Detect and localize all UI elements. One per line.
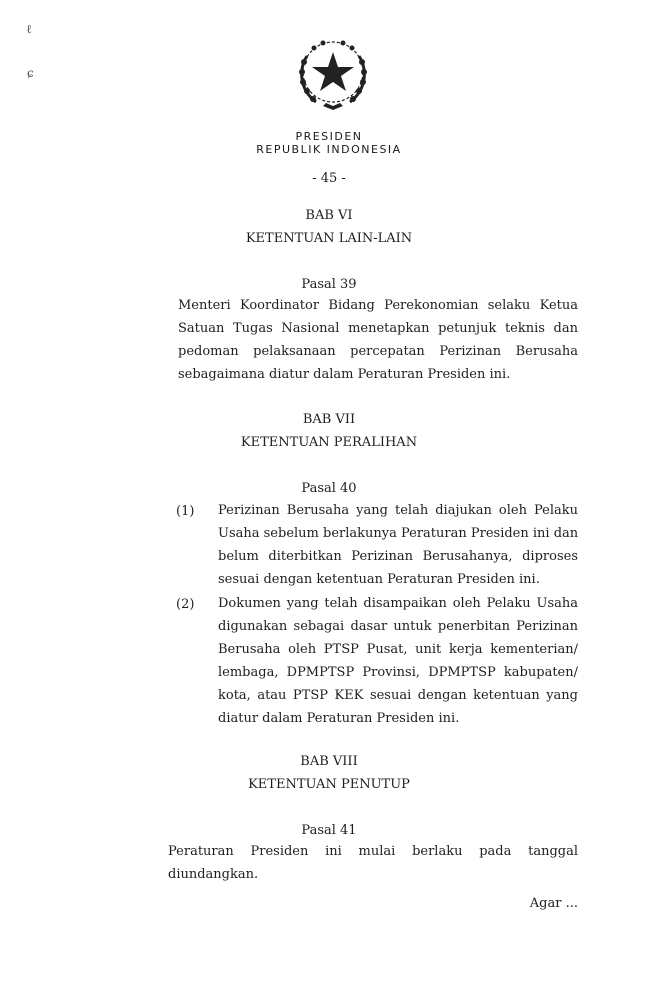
chapter-subtitle: KETENTUAN LAIN-LAIN: [245, 231, 413, 246]
item-line: Usaha sebelum berlakunya Peraturan Presiden ini dan: [218, 526, 579, 541]
article-item: [218, 592, 578, 730]
item-line: Perizinan Berusaha yang telah diajukan oleh Pelaku: [218, 503, 578, 518]
item-line: digunakan sebagai dasar untuk penerbitan Perizinan: [218, 619, 578, 634]
paragraph-line: Satuan Tugas Nasional menetapkan petunjuk teknis dan: [178, 321, 578, 336]
article-title: Pasal 40: [301, 481, 357, 496]
chapter-subtitle: KETENTUAN PENUTUP: [248, 777, 410, 792]
paragraph-line: Peraturan Presiden ini mulai berlaku pada tanggal: [168, 844, 578, 859]
item-line: diatur dalam Peraturan Presiden ini.: [218, 711, 460, 726]
article-title: Pasal 41: [301, 823, 357, 838]
article-paragraph: [178, 294, 578, 386]
chapter-title: BAB VI: [305, 208, 353, 223]
paragraph-line: Menteri Koordinator Bidang Perekonomian selaku Ketua: [178, 298, 578, 313]
margin-mark: ɕ: [27, 66, 34, 80]
header-republik: REPUBLIK INDONESIA: [256, 143, 402, 156]
article-item: [218, 499, 578, 591]
paragraph-line: pedoman pelaksanaan percepatan Perizinan Berusaha: [178, 344, 578, 359]
item-line: Berusaha oleh PTSP Pusat, unit kerja kementerian/: [218, 642, 578, 657]
chapter-subtitle: KETENTUAN PERALIHAN: [240, 435, 418, 450]
header-presiden: PRESIDEN: [295, 130, 363, 143]
item-line: lembaga, DPMPTSP Provinsi, DPMPTSP kabupaten/: [218, 665, 578, 680]
item-line: kota, atau PTSP KEK sesuai dengan ketentuan yang: [218, 688, 578, 703]
presidential-seal-icon: [290, 36, 376, 114]
item-number: (2): [176, 597, 195, 612]
article-paragraph: [168, 840, 578, 886]
paragraph-line: sebagaimana diatur dalam Peraturan Presiden ini.: [178, 367, 511, 382]
chapter-title: BAB VII: [302, 412, 356, 427]
margin-mark: ℓ: [26, 22, 32, 36]
item-line: belum diterbitkan Perizinan Berusahanya, diproses: [218, 549, 578, 564]
page-number: - 45 -: [312, 171, 346, 186]
item-line: Dokumen yang telah disampaikan oleh Pelaku Usaha: [218, 596, 578, 611]
chapter-title: BAB VIII: [300, 754, 358, 769]
continuation-text: Agar ...: [529, 896, 578, 911]
article-title: Pasal 39: [301, 277, 357, 292]
item-number: (1): [176, 504, 195, 519]
paragraph-line: diundangkan.: [168, 867, 259, 882]
item-line: sesuai dengan ketentuan Peraturan Presiden ini.: [218, 572, 540, 587]
